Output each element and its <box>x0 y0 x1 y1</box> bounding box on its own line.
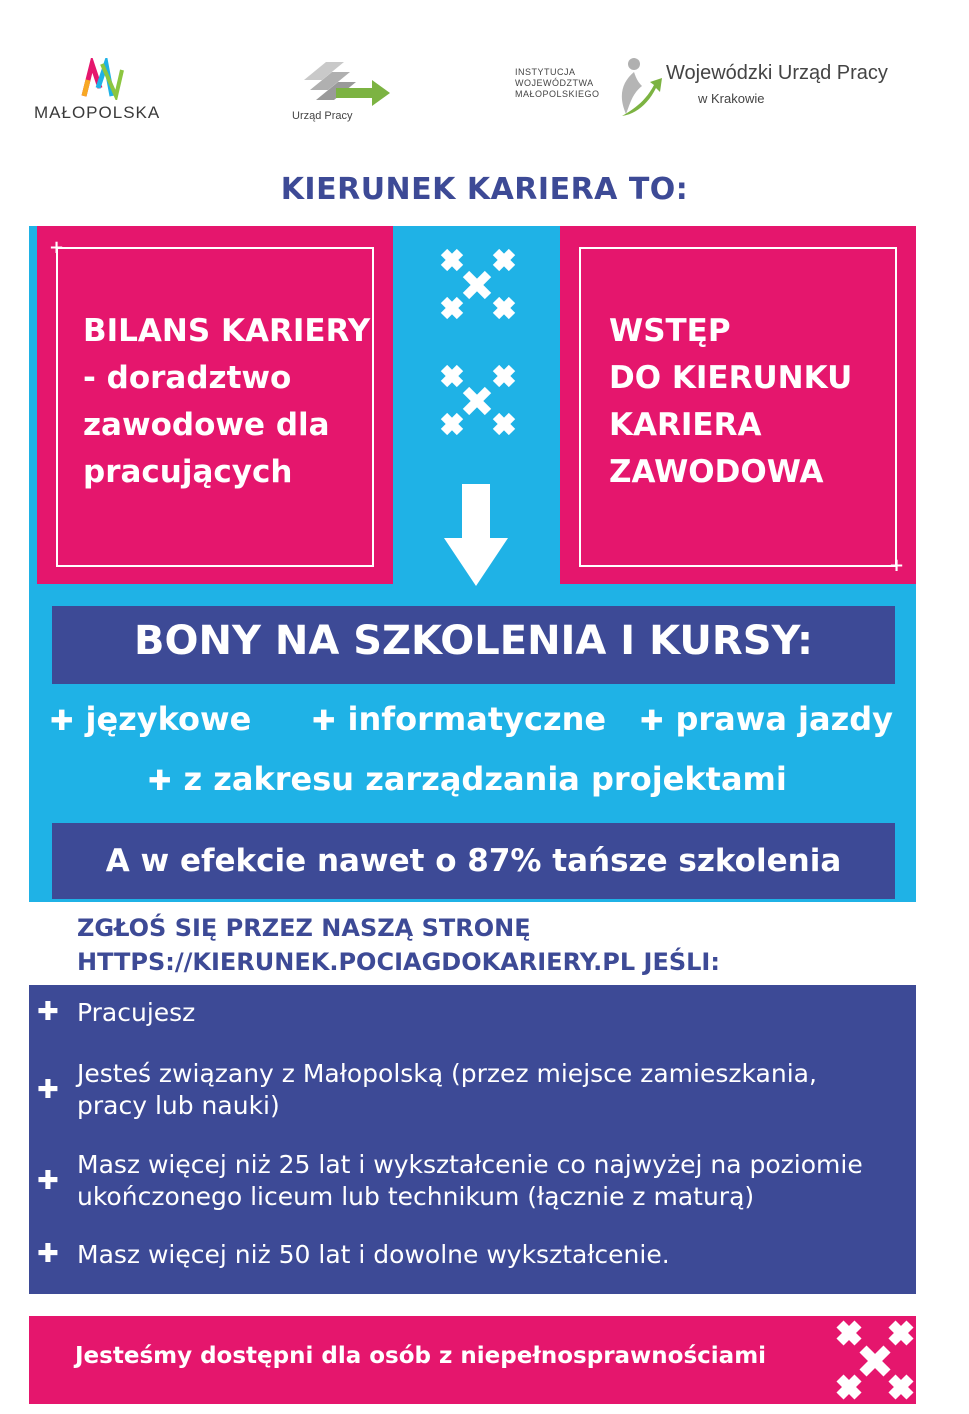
institution-line-2: WOJEWÓDZTWA <box>515 78 594 88</box>
malopolska-m-icon <box>78 58 128 100</box>
institution-line-3: MAŁOPOLSKIEGO <box>515 89 600 99</box>
right-box-line: DO KIERUNKU <box>609 360 853 396</box>
effect-text: A w efekcie nawet o 87% tańsze szkolenia <box>105 843 842 879</box>
signup-line-1: ZGŁOŚ SIĘ PRZEZ NASZĄ STRONĘ <box>77 914 531 942</box>
right-box-line: KARIERA <box>609 407 762 443</box>
signup-url-line: HTTPS://KIERUNEK.POCIAGDOKARIERY.PL JEŚLI: <box>77 948 720 976</box>
bony-item: ✚ prawa jazdy <box>640 700 893 738</box>
wup-logo <box>612 56 664 122</box>
left-box-line: - doradztwo <box>83 360 292 396</box>
frame-plus-icon: + <box>889 555 905 576</box>
right-box-line: WSTĘP <box>609 313 731 349</box>
bony-item: ✚ informatyczne <box>312 700 607 738</box>
cross-pattern-icon <box>440 364 516 436</box>
urzad-pracy-logo <box>294 60 394 110</box>
bilans-kariery-box <box>37 226 393 584</box>
plus-icon: ✚ <box>37 1166 59 1196</box>
urzad-pracy-label: Urząd Pracy <box>292 110 353 122</box>
institution-line-1: INSTYTUCJA <box>515 67 576 77</box>
cross-pattern-icon <box>836 1320 914 1400</box>
plus-icon: ✚ <box>148 764 172 797</box>
institution-lines <box>515 67 600 100</box>
plus-icon: ✚ <box>37 1239 59 1269</box>
wup-figure-icon <box>612 56 664 122</box>
left-box-line: BILANS KARIERY <box>83 313 371 349</box>
cross-pattern-icon <box>440 248 516 320</box>
criterion-item: Masz więcej niż 25 lat i wykształcenie co najwyżej na poziomie ukończonego liceum lub technikum (łącznie z maturą) <box>77 1150 863 1211</box>
plus-icon: ✚ <box>37 997 59 1027</box>
right-box-text <box>609 308 852 496</box>
wstep-box <box>560 226 916 584</box>
plus-icon: ✚ <box>37 1075 59 1105</box>
left-box-line: pracujących <box>83 454 293 490</box>
bony-title: BONY NA SZKOLENIA I KURSY: <box>134 618 813 664</box>
down-arrow-icon <box>444 484 508 588</box>
criterion-item: Pracujesz <box>77 998 196 1027</box>
left-box-line: zawodowe dla <box>83 407 330 443</box>
wup-subtitle: w Krakowie <box>698 91 765 106</box>
plus-icon: ✚ <box>312 704 336 737</box>
bony-item: ✚ z zakresu zarządzania projektami <box>148 760 787 798</box>
left-box-text <box>83 308 370 496</box>
right-box-line: ZAWODOWA <box>609 454 824 490</box>
plus-icon: ✚ <box>50 704 74 737</box>
page-title: KIERUNEK KARIERA TO: <box>280 172 689 207</box>
urzad-pracy-arrow-icon <box>294 60 394 110</box>
bony-item: ✚ językowe <box>50 700 252 738</box>
criterion-item: Jesteś związany z Małopolską (przez miejsce zamieszkania, pracy lub nauki) <box>77 1059 817 1120</box>
wup-title: Wojewódzki Urząd Pracy <box>666 62 888 84</box>
malopolska-logo <box>78 58 128 100</box>
criterion-item: Masz więcej niż 50 lat i dowolne wykształcenie. <box>77 1240 670 1269</box>
plus-icon: ✚ <box>640 704 664 737</box>
malopolska-label: MAŁOPOLSKA <box>34 103 161 122</box>
footer-text: Jesteśmy dostępni dla osób z niepełnosprawnościami <box>75 1343 767 1369</box>
frame-plus-icon: + <box>49 237 65 258</box>
